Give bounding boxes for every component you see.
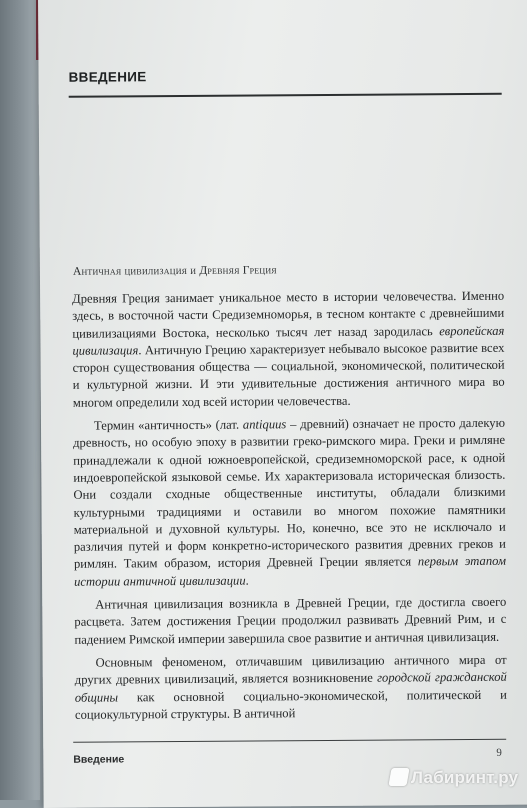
- paragraph: [73, 415, 506, 591]
- section-title: Античная цивилизация и Древняя Греция: [72, 264, 277, 278]
- page-number: 9: [496, 746, 502, 759]
- body-text: [72, 288, 507, 730]
- italic-phrase: городской гражданской общины: [74, 669, 507, 705]
- watermark-logo: [390, 768, 518, 788]
- text-run: – древний) означает не просто далекую древность, но особую эпоху в развитии греко-римского мира. Греки и римляне принадлежали к одной южноевропейской, средиземноморской расе, к одной индоевропейской языковой семье. Их характеризовала историческая близость. Они создали сходные общественные институты, обладали близкими культурными традициями и оставили во многом похожие памятники материальной и духовной культуры. Но, конечно, все это не исключало и различия путей и форм конкретно-исторического развития древних греков и римлян. Таким образом, история Древней Греции является: [73, 415, 506, 572]
- footer-rule: [73, 739, 506, 743]
- watermark-text: Лабиринт.ру: [411, 768, 519, 787]
- book-page: [38, 0, 527, 808]
- paragraph: [72, 288, 505, 412]
- paragraph: [74, 594, 506, 649]
- labirint-logo-icon: [388, 768, 409, 786]
- text-run: Основным феноменом, отличавшим цивилизацию античного мира от других древних цивилизаций, является возникновение: [74, 652, 507, 687]
- italic-phrase: европейская цивилизация: [72, 323, 505, 358]
- book-edge: [0, 0, 40, 800]
- running-header: ВВЕДЕНИЕ: [68, 69, 147, 85]
- italic-phrase: первым этапом истории античной цивилизации: [74, 554, 507, 589]
- text-run: .: [245, 573, 249, 588]
- header-rule: [69, 93, 502, 98]
- italic-phrase: antiquus: [242, 417, 287, 432]
- text-run: как основной социально-экономической, политической и социокультурной структуры. В античной: [74, 687, 507, 722]
- text-run: Античная цивилизация возникла в Древней Греции, где достигла своего расцвета. Затем достижения Греции продолжил развивать Древний Рим, и с падением Римской империи завершила свое развитие и античная цивилизация.: [74, 594, 507, 647]
- text-run: Термин «античность» (лат.: [93, 417, 243, 433]
- paragraph: [75, 652, 507, 724]
- text-run: . Античную Грецию характеризует небывало высокое развитие всех сторон существования общества — социальной, экономической, политической и культурной жизни. И эти удивительные достижения античного мира во многом определили ход всей истории человечества.: [72, 340, 505, 410]
- footer-label: Введение: [73, 753, 125, 766]
- text-run: Древняя Греция занимает уникальное место в истории человечества. Именно здесь, в восточной части Средиземноморья, в тесном контакте с древнейшими цивилизациями Востока, несколько тысяч лет назад зародилась: [72, 288, 505, 341]
